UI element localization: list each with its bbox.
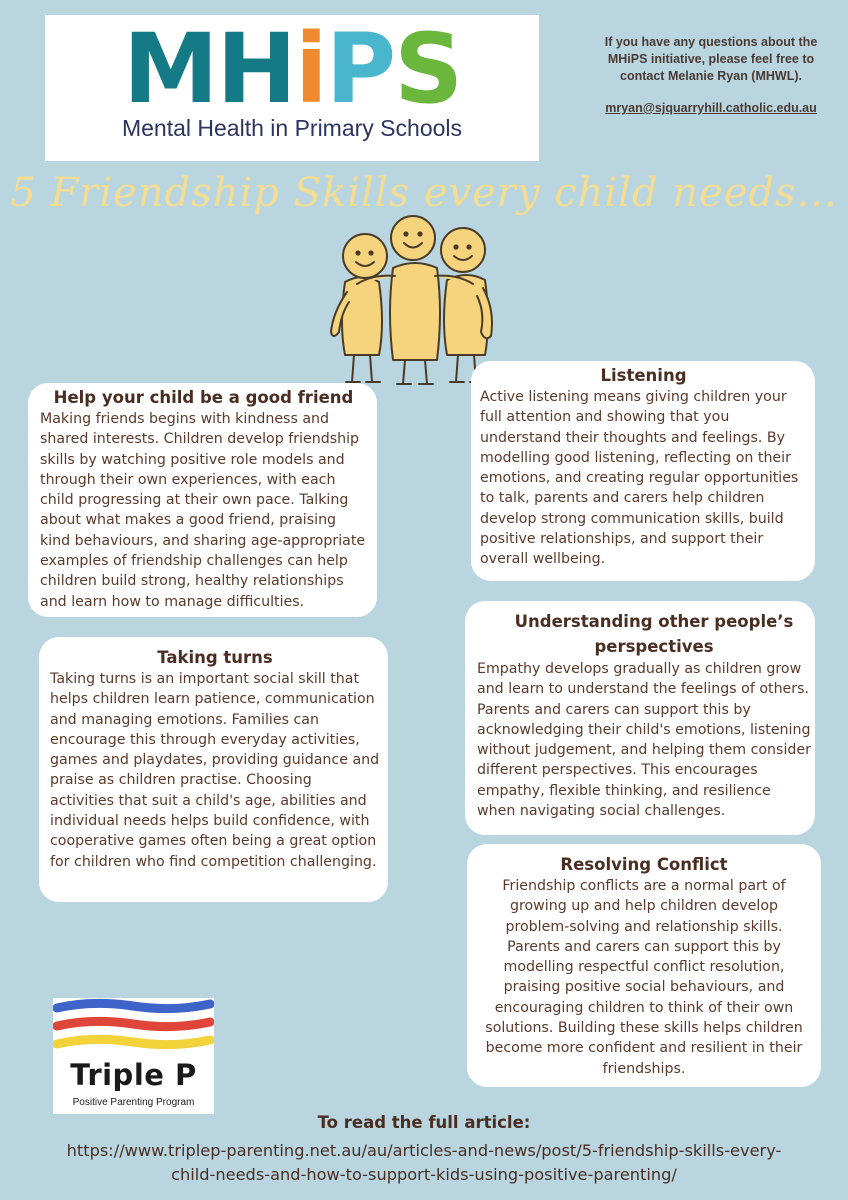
mhips-logo [45, 15, 539, 161]
card-title: Taking turns [157, 648, 273, 667]
card-taking-turns [39, 637, 388, 902]
card-title: Resolving Conflict [560, 855, 728, 874]
article-link[interactable] [30, 1139, 818, 1187]
contact-line: contact Melanie Ryan (MHWL). [620, 69, 802, 83]
card-body: Making friends begins with kindness and shared interests. Children develop friendship skills by watching positive role models and through their own experiences, with each child progressing at their own pace. Talking about what makes a good friend, praising kind behaviours, and sharing age-appropriate examples of friendship challenges can help children build strong, healthy relationships and learn how to manage difficulties. [40, 411, 366, 610]
card-body: Empathy develops gradually as children grow and learn to understand the feelings of others. Parents and carers can support this by acknowledging their child's emotions, listening without judgement, and helping them consider different perspectives. This encourages empathy, flexible thinking, and resilience when navigating social challenges. [477, 661, 811, 820]
logo-letter-p: P [325, 13, 395, 125]
logo-letter-m: M [123, 13, 217, 125]
page-title: 5 Friendship Skills every child needs... [10, 170, 838, 216]
contact-info [596, 34, 826, 117]
triple-p-title: Triple P [70, 1058, 197, 1092]
logo-letter-h: H [216, 13, 295, 125]
footer-title: To read the full article: [317, 1113, 531, 1132]
triple-p-stripes [53, 998, 214, 1058]
card-title: Help your child be a good friend [53, 388, 354, 407]
contact-email-link[interactable]: mryan@sjquarryhill.catholic.edu.au [605, 101, 817, 115]
triple-p-logo [53, 998, 214, 1114]
card-title: Listening [600, 366, 687, 385]
card-perspectives [465, 601, 815, 835]
mhips-logo-wordmark [123, 13, 462, 125]
contact-line: MHiPS initiative, please feel free to [607, 52, 815, 66]
logo-subtitle: Mental Health in Primary Schools [121, 115, 463, 141]
article-link-line[interactable]: child-needs-and-how-to-support-kids-using-positive-parenting/ [171, 1165, 677, 1184]
card-body: Active listening means giving children your full attention and showing that you understand their thoughts and feelings. By modelling good listening, reflecting on their emotions, and creating regular opportunities to talk, parents and carers help children develop strong communication skills, build positive relationships, and support their overall wellbeing. [480, 389, 799, 568]
card-good-friend [28, 383, 377, 617]
card-resolving-conflict [467, 844, 821, 1087]
card-body: Friendship conflicts are a normal part of growing up and help children develop problem-solving and relationship skills. Parents and carers can support this by modelling respectful conflict resolution, praising positive social behaviours, and encouraging children to think of their own solutions. Building these skills helps children become more confident and resilient in their friendships. [485, 878, 803, 1077]
contact-line: If you have any questions about the [604, 35, 818, 49]
logo-letter-s: S [394, 13, 462, 125]
three-friends-illustration [327, 212, 499, 390]
article-link-line[interactable]: https://www.triplep-parenting.net.au/au/articles-and-news/post/5-friendship-skills-every- [66, 1141, 782, 1160]
logo-letter-i: i [294, 13, 326, 125]
card-title: Understanding other people’s perspectives [514, 612, 794, 656]
card-body: Taking turns is an important social skill that helps children learn patience, communication and managing emotions. Families can encourage this through everyday activities, games and playdates, providing guidance and praise as children practise. Choosing activities that suit a child's age, abilities and individual needs helps build confidence, with cooperative games often being a great option for children who find competition challenging. [50, 671, 380, 870]
card-listening [471, 361, 815, 581]
triple-p-subtitle: Positive Parenting Program [72, 1097, 195, 1108]
